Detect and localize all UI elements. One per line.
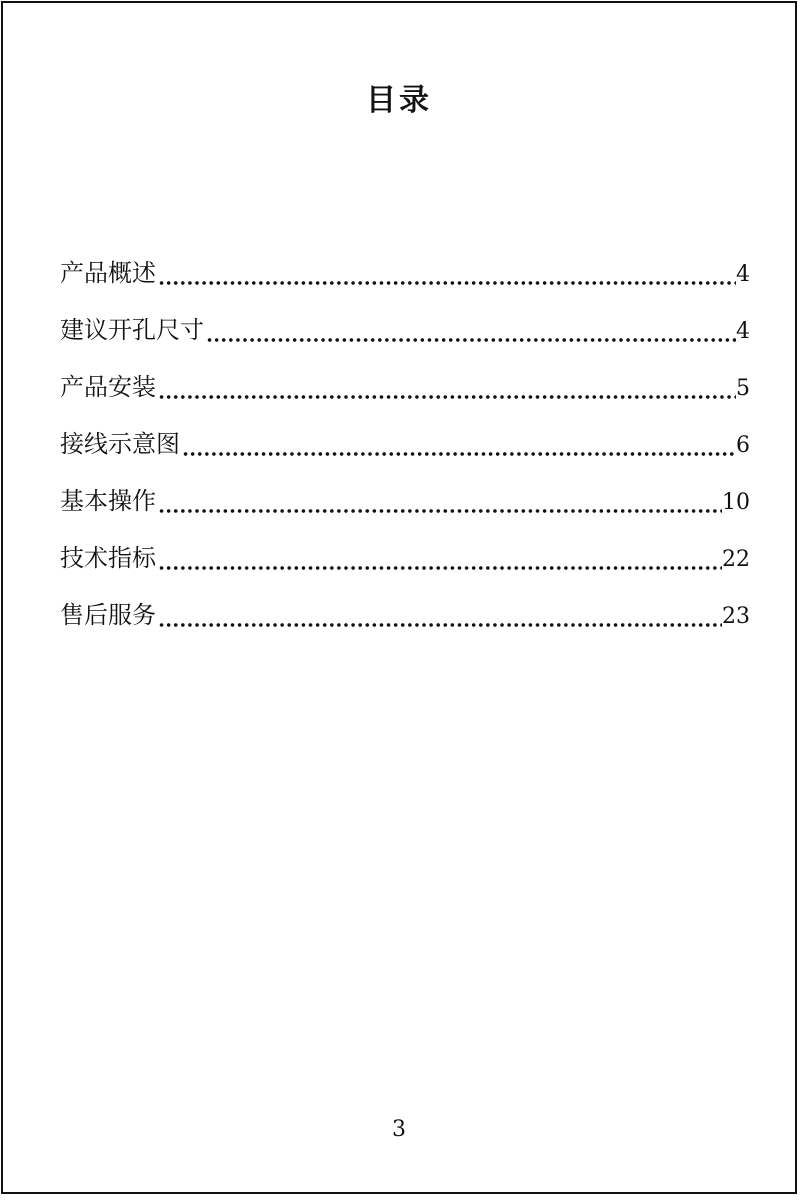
toc-leader-dots bbox=[182, 451, 736, 457]
toc-entry-page: 4 bbox=[736, 262, 750, 287]
toc-entry-label: 基本操作 bbox=[60, 487, 156, 515]
toc-entry[interactable] bbox=[60, 365, 750, 422]
toc-leader-dots bbox=[158, 394, 736, 400]
toc-entry[interactable] bbox=[60, 308, 750, 365]
toc-leader-dots bbox=[158, 622, 722, 628]
toc-entry-page: 5 bbox=[736, 376, 750, 401]
toc-leader-dots bbox=[158, 508, 722, 514]
toc-entry-label: 产品概述 bbox=[60, 259, 156, 287]
toc-entry-page: 23 bbox=[722, 604, 750, 629]
toc-entry-label: 售后服务 bbox=[60, 601, 156, 629]
toc-entry[interactable] bbox=[60, 422, 750, 479]
toc-leader-dots bbox=[158, 280, 736, 286]
toc-leader-dots bbox=[158, 565, 722, 571]
toc-entry-label: 接线示意图 bbox=[60, 430, 180, 458]
toc-entry[interactable] bbox=[60, 479, 750, 536]
toc-entry-label: 建议开孔尺寸 bbox=[60, 316, 204, 344]
toc-entry-label: 产品安装 bbox=[60, 373, 156, 401]
toc-entry[interactable] bbox=[60, 536, 750, 593]
page-number: 3 bbox=[392, 1117, 406, 1142]
toc-entry-page: 4 bbox=[736, 319, 750, 344]
toc-leader-dots bbox=[206, 337, 736, 343]
toc-entry-page: 22 bbox=[722, 547, 750, 572]
toc-entry-page: 10 bbox=[722, 490, 750, 515]
toc-entry-label: 技术指标 bbox=[60, 544, 156, 572]
toc-entry[interactable] bbox=[60, 593, 750, 650]
table-of-contents bbox=[60, 251, 750, 650]
document-page bbox=[1, 1, 797, 1194]
page-title: 目录 bbox=[366, 83, 432, 118]
toc-entry[interactable] bbox=[60, 251, 750, 308]
toc-entry-page: 6 bbox=[736, 433, 750, 458]
